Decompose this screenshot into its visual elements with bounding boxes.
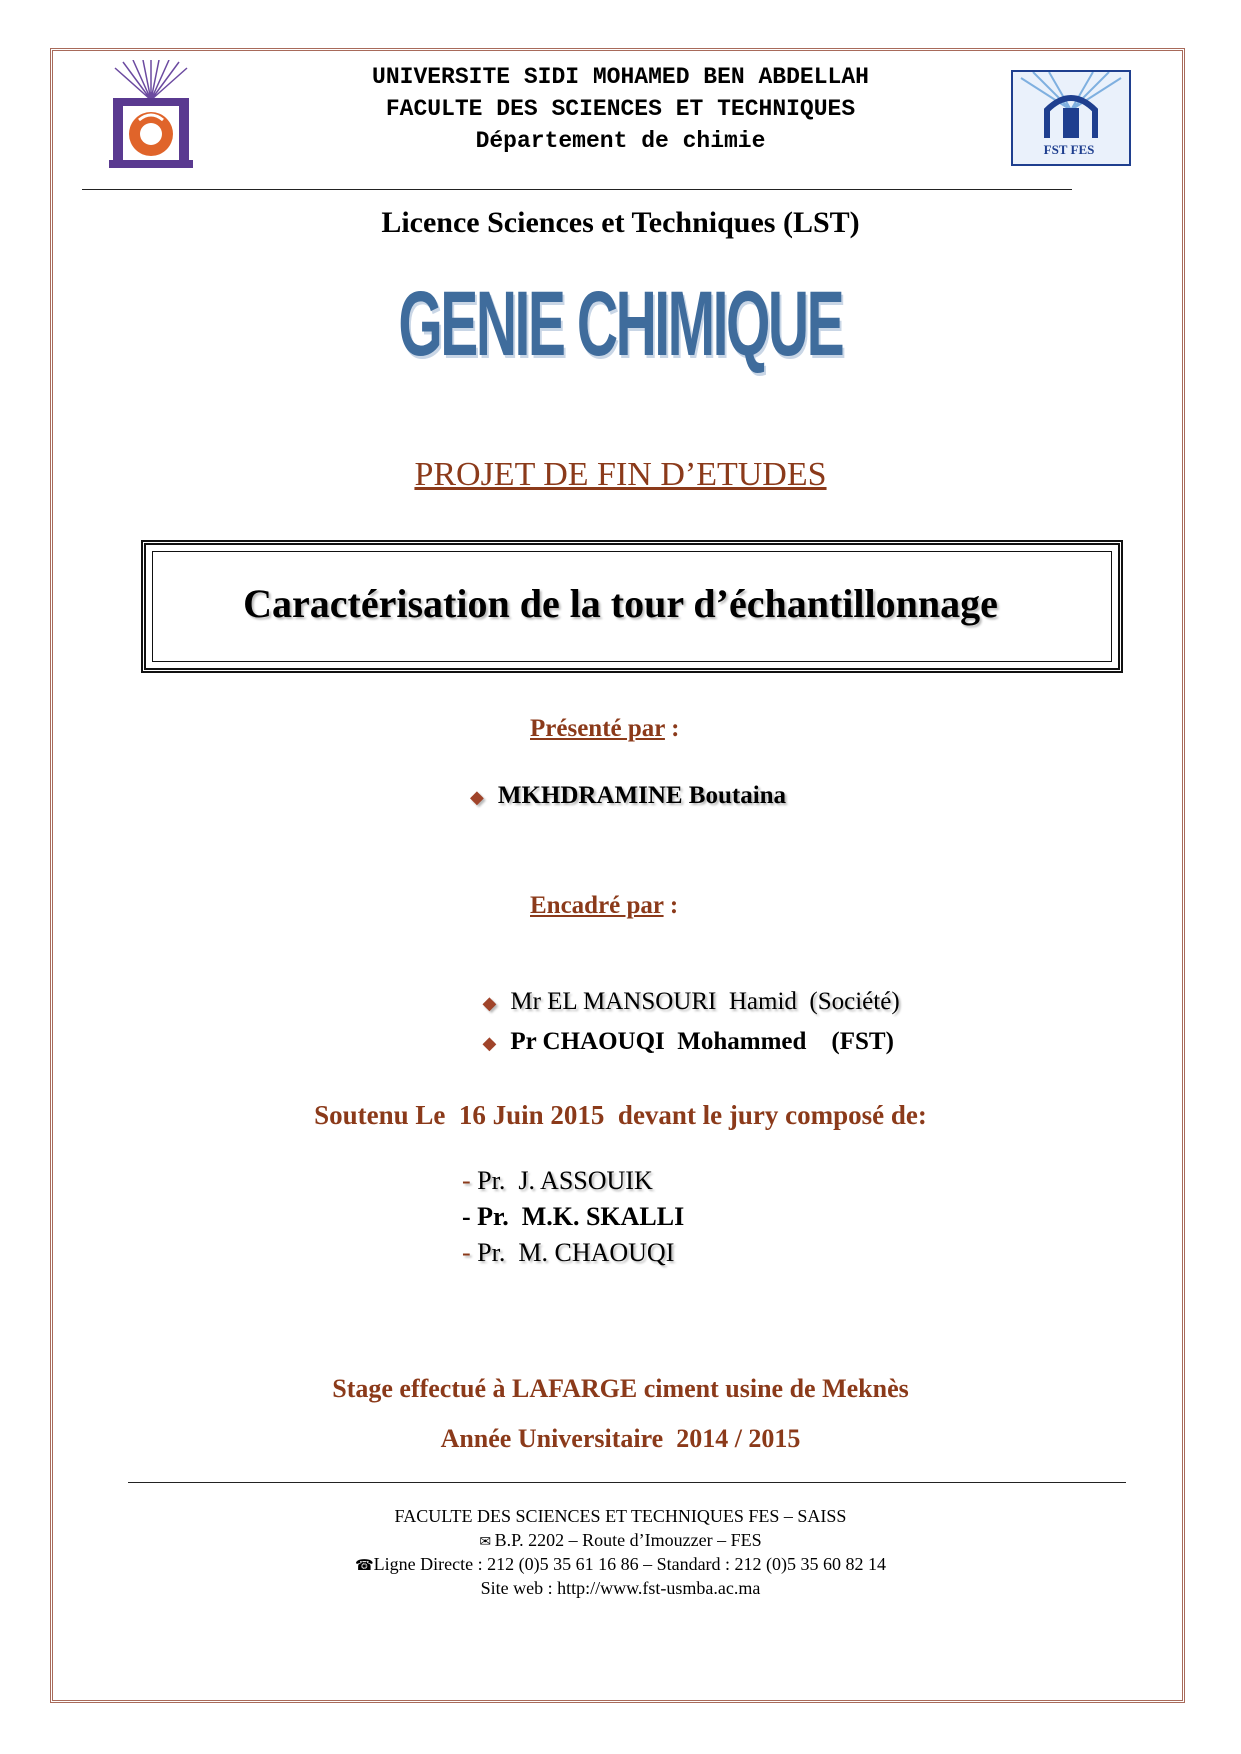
faculty-name: FACULTE DES SCIENCES ET TECHNIQUES <box>385 96 856 122</box>
footer-divider <box>128 1482 1126 1483</box>
student-name: ◆ MKHDRAMINE Boutaina <box>470 782 787 809</box>
internship-info: Stage effectué à LAFARGE ciment usine de Meknès <box>332 1374 909 1403</box>
footer-address: ✉ B.P. 2202 – Route d’Imouzzer – FES <box>479 1530 762 1550</box>
program-title: GENIE CHIMIQUE <box>398 273 843 375</box>
project-heading: PROJET DE FIN D’ETUDES <box>414 456 827 493</box>
phone-icon: ☎ <box>354 1558 374 1574</box>
footer-faculty: FACULTE DES SCIENCES ET TECHNIQUES FES – SAISS <box>394 1506 847 1526</box>
supervisor-1: ◆ Mr EL MANSOURI Hamid (Société) <box>482 988 900 1015</box>
department-name: Département de chimie <box>475 128 766 154</box>
mailbox-icon: ✉ <box>479 1535 495 1550</box>
diamond-bullet-icon: ◆ <box>470 787 484 807</box>
diamond-bullet-icon: ◆ <box>482 1033 497 1053</box>
academic-year: Année Universitaire 2014 / 2015 <box>440 1424 801 1453</box>
thesis-title: Caractérisation de la tour d’échantillonnage <box>243 581 998 626</box>
degree-title: Licence Sciences et Techniques (LST) <box>381 206 860 239</box>
university-name: UNIVERSITE SIDI MOHAMED BEN ABDELLAH <box>372 64 869 90</box>
supervisor-2: ◆ Pr CHAOUQI Mohammed (FST) <box>482 1028 894 1055</box>
footer-website: Site web : http://www.fst-usmba.ac.ma <box>480 1578 761 1598</box>
supervised-by-label: Encadré par : <box>530 892 679 919</box>
presented-by-label: Présenté par : <box>530 715 680 742</box>
fst-fes-logo-text: FST FES <box>1043 142 1095 157</box>
defense-statement: Soutenu Le 16 Juin 2015 devant le jury composé de: <box>314 1100 927 1130</box>
jury-member: - Pr. M.K. SKALLI <box>462 1202 685 1231</box>
jury-member: - Pr. J. ASSOUIK <box>462 1166 653 1195</box>
footer-phone: ☎Ligne Directe : 212 (0)5 35 61 16 86 – Standard : 212 (0)5 35 60 82 14 <box>354 1554 887 1574</box>
diamond-bullet-icon: ◆ <box>482 993 497 1013</box>
header-divider <box>82 189 1072 190</box>
jury-member: - Pr. M. CHAOUQI <box>462 1238 675 1267</box>
